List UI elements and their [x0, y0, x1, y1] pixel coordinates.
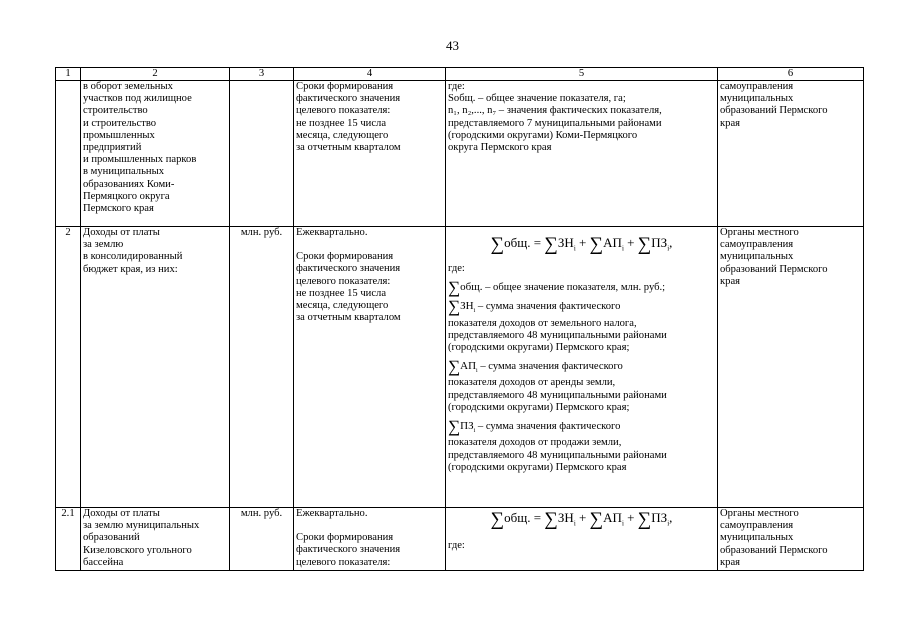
table-row — [56, 508, 864, 571]
responsible-cell: Органы местного самоуправления муниципальных образований Пермского края — [718, 227, 864, 508]
term-description: показателя доходов от аренды земли, представляемого 48 муниципальными районами (городскими округами) Пермского края; — [448, 377, 667, 413]
sum-formula: ∑общ. = $\sum ЗН_i + \sum АП_i + \sum ПЗ_i$, — [490, 509, 673, 530]
indicator-name-cell: в оборот земельных участков под жилищное строительство и строительство промышленных предприятий и промышленных парков в муниципальных образованиях Коми- Пермяцкого округа Пермского края — [81, 81, 230, 227]
header-col-2: 2 — [81, 68, 230, 81]
unit-cell — [230, 81, 294, 227]
method-cell: где: Sобщ. – общее значение показателя, га; n₁, n₂,..., n₇ – значения фактических показателя, представляемого 7 муниципальными районами (городскими округами) Коми-Пермяцкого округа Пермского края — [446, 81, 718, 227]
unit-cell: млн. руб. — [230, 508, 294, 571]
periodicity-cell: Сроки формирования фактического значения целевого показателя: не позднее 15 числа месяца, следующего за отчетным кварталом — [294, 81, 446, 227]
row-number-cell — [56, 81, 81, 227]
method-cell — [446, 227, 718, 508]
indicator-table — [55, 67, 864, 571]
responsible-cell: самоуправления муниципальных образований Пермского края — [718, 81, 864, 227]
periodicity-cell: Ежеквартально. Сроки формирования фактического значения целевого показателя: не позднее 15 числа месяца, следующего за отчетным кварталом — [294, 227, 446, 508]
formula-term: $\sum АП_i$ – сумма значения фактического — [448, 357, 623, 377]
sum-formula: ∑общ. = $\sum ЗН_i + \sum АП_i + \sum ПЗ_i$, — [490, 234, 673, 255]
periodicity-cell: Ежеквартально. Сроки формирования фактического значения целевого показателя: — [294, 508, 446, 571]
term-description: показателя доходов от продажи земли, представляемого 48 муниципальными районами (городскими округами) Пермского края — [448, 437, 667, 473]
formula-term: $\sum ПЗ_i$ – сумма значения фактического — [448, 417, 621, 437]
header-col-3: 3 — [230, 68, 294, 81]
header-col-4: 4 — [294, 68, 446, 81]
where-label: где: — [448, 262, 465, 274]
responsible-cell: Органы местного самоуправления муниципальных образований Пермского края — [718, 508, 864, 571]
table-row — [56, 81, 864, 227]
formula-term: $\sum ЗН_i$ – сумма значения фактического — [448, 297, 621, 317]
where-label: где: — [448, 539, 465, 551]
header-col-6: 6 — [718, 68, 864, 81]
unit-cell: млн. руб. — [230, 227, 294, 508]
row-number-cell: 2.1 — [56, 508, 81, 571]
table-row — [56, 227, 864, 508]
method-cell — [446, 508, 718, 571]
indicator-name-cell: Доходы от платы за землю муниципальных образований Кизеловского угольного бассейна — [81, 508, 230, 571]
formula-term: ∑общ. – общее значение показателя, млн. руб.; — [448, 278, 666, 297]
header-col-1: 1 — [56, 68, 81, 81]
term-description: показателя доходов от земельного налога, представляемого 48 муниципальными районами (городскими округами) Пермского края; — [448, 317, 667, 353]
indicator-name-cell: Доходы от платы за землю в консолидированный бюджет края, из них: — [81, 227, 230, 508]
page-number: 43 — [446, 38, 459, 53]
header-row — [56, 68, 864, 81]
row-number-cell: 2 — [56, 227, 81, 508]
header-col-5: 5 — [446, 68, 718, 81]
